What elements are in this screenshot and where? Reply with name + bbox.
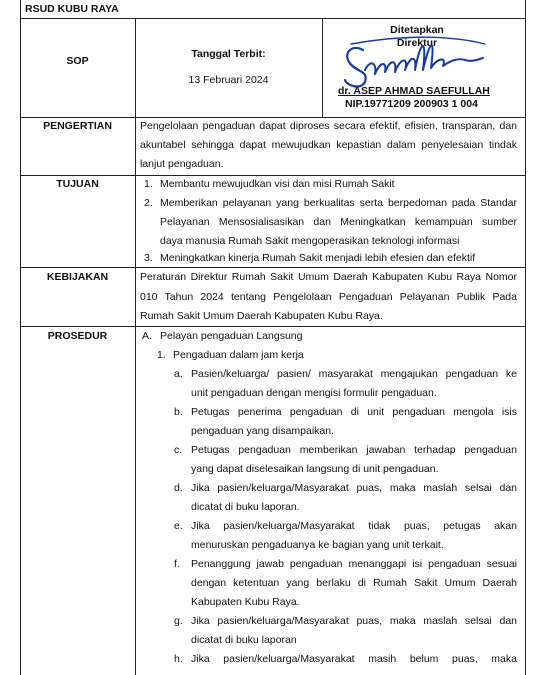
- prosedur-item-letter: e.: [174, 520, 183, 532]
- kebijakan-line: Peraturan Direktur Rumah Sakit Umum Daerah Kabupaten Kubu Raya Nomor: [140, 271, 517, 283]
- prosedur-item-text: Kabupaten Kubu Raya.: [191, 596, 300, 608]
- kebijakan-line: Rumah Sakit Umum Daerah Kabupaten Kubu Raya.: [140, 310, 383, 322]
- prosedur-item-letter: a.: [174, 368, 183, 380]
- prosedur-item-text: pengaduan yang disampaikan.: [191, 425, 335, 437]
- prosedur-a-number: A.: [142, 330, 152, 342]
- pengertian-line: Pengelolaan pengaduan dapat diproses secara efektif, efisien, transparan, dan: [140, 120, 517, 132]
- prosedur-item-letter: d.: [174, 482, 183, 494]
- direktur-label: Direktur: [396, 37, 438, 49]
- tujuan-item-text: Memberikan pelayanan yang berkualitas serta berpedoman pada Standar: [160, 197, 517, 209]
- director-nip: NIP.19771209 200903 1 004: [345, 98, 478, 110]
- tujuan-item-text: Pelayanan Mensosialisasikan dan Meningkatkan kemampuan sumber: [160, 216, 517, 228]
- tujuan-item-number: 2.: [144, 197, 153, 209]
- table-line-header-bottom: [20, 117, 526, 118]
- prosedur-item-text: unit pengaduan dengan mengisi formulir pengaduan.: [191, 387, 437, 399]
- section-label-tujuan: TUJUAN: [56, 178, 99, 190]
- prosedur-item-text: Jika pasien/keluarga/Masyarakat tidak puas, petugas akan: [191, 520, 517, 532]
- hospital-name: RSUD KUBU RAYA: [25, 3, 119, 15]
- prosedur-sub-number: 1.: [157, 349, 166, 361]
- tanggal-terbit-value: 13 Februari 2024: [188, 74, 269, 86]
- table-line-pengertian-bottom: [20, 175, 526, 176]
- tujuan-item-text: Membantu mewujudkan visi dan misi Rumah Sakit: [160, 178, 395, 190]
- prosedur-sub-heading: Pengaduan dalam jam kerja: [173, 349, 304, 361]
- ditetapkan-label: Ditetapkan: [390, 24, 444, 36]
- section-label-pengertian: PENGERTIAN: [43, 120, 112, 132]
- pengertian-line: akuntabel sehingga dapat mewujudkan kepastian dalam penyelesaian tindak: [140, 139, 517, 151]
- section-label-kebijakan: KEBIJAKAN: [46, 271, 109, 283]
- prosedur-item-letter: f.: [174, 558, 180, 570]
- prosedur-item-letter: c.: [174, 444, 183, 456]
- kebijakan-line: 010 Tahun 2024 tentang Pengelolaan Pengaduan Pelayanan Publik Pada: [140, 291, 517, 303]
- pengertian-line: lanjut pengaduan.: [140, 158, 224, 170]
- director-signature: [335, 30, 495, 90]
- prosedur-item-letter: h.: [174, 653, 183, 665]
- prosedur-item-text: Petugas penerima pengaduan di unit pengaduan mengola isis: [191, 406, 517, 418]
- table-line-header-top: [20, 18, 526, 19]
- tanggal-terbit-label: Tanggal Terbit:: [191, 48, 266, 60]
- director-name: dr. ASEP AHMAD SAEFULLAH: [338, 85, 490, 97]
- section-label-prosedur: PROSEDUR: [47, 330, 108, 342]
- tujuan-item-text: Meningkatkan kinerja Rumah Sakit menjadi lebih efesien dan efektif: [160, 252, 476, 264]
- table-line-tujuan-bottom: [20, 267, 526, 268]
- prosedur-item-letter: g.: [174, 615, 183, 627]
- prosedur-item-text: dicatat di buku laporan: [191, 634, 297, 646]
- tujuan-item-text: daya manusia Rumah Sakit mengoperasikan teknologi informasi: [160, 235, 460, 247]
- prosedur-item-text: Jika pasien/keluarga/Masyarakat puas, maka maslah selsai dan: [191, 615, 517, 627]
- prosedur-item-text: Petugas pengaduan memberikan jawaban terhadap pengaduan: [191, 444, 517, 456]
- tujuan-item-number: 3.: [144, 252, 153, 264]
- prosedur-item-text: Pasien/keluarga/ pasien/ masyarakat mengajukan pengaduan ke: [191, 368, 517, 380]
- prosedur-a-heading: Pelayan pengaduan Langsung: [160, 330, 303, 342]
- tujuan-item-number: 1.: [144, 178, 153, 190]
- prosedur-item-text: Jika pasien/keluarga/Masyarakat masih belum puas, maka: [191, 653, 517, 665]
- sop-label: SOP: [66, 55, 89, 67]
- prosedur-item-letter: b.: [174, 406, 183, 418]
- table-border-right: [525, 0, 526, 675]
- table-line-kebijakan-bottom: [20, 326, 526, 327]
- prosedur-item-text: yang dapat diselesaikan langsung di unit pengaduan.: [191, 463, 439, 475]
- prosedur-item-text: dengan ketentuan yang berlaku di Rumah Sakit Umum Daerah: [191, 577, 517, 589]
- prosedur-item-text: dicatat di buku laporan.: [191, 501, 300, 513]
- prosedur-item-text: menuruskan pengaduanya ke bagian yang unit terkait.: [191, 539, 444, 551]
- prosedur-item-text: Jika pasien/keluarga/Masyarakat puas, maka maslah selsai dan: [191, 482, 517, 494]
- prosedur-item-text: Penanggung jawab pengaduan menanggapi isi pengaduan sesuai: [191, 558, 517, 570]
